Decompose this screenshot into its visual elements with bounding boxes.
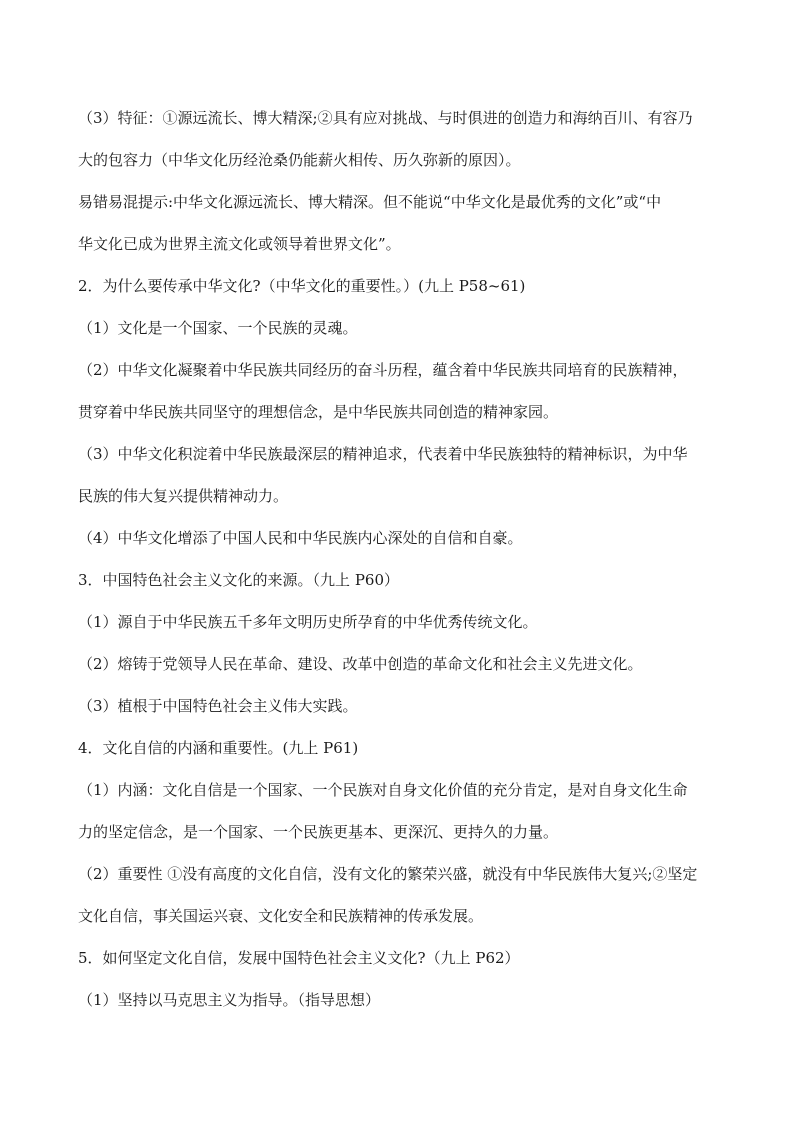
document-body [78, 100, 726, 1024]
paragraph-line: （3）特征：①源远流长、博大精深;②具有应对挑战、与时俱进的创造力和海纳百川、有容乃 [78, 109, 693, 127]
paragraph-line: （4）中华文化增添了中国人民和中华民族内心深处的自信和自豪。 [78, 529, 523, 547]
paragraph-line: 华文化已成为世界主流文化或领导着世界文化”。 [78, 235, 401, 253]
section-heading: 2．为什么要传承中华文化?（中华文化的重要性。）(九上 P58~61) [78, 277, 526, 295]
paragraph-line: 易错易混提示:中华文化源远流长、博大精深。但不能说“中华文化是最优秀的文化”或“中 [78, 193, 662, 211]
paragraph-line: （3）中华文化积淀着中华民族最深层的精神追求，代表着中华民族独特的精神标识，为中华 [78, 445, 688, 463]
section-heading: 5．如何坚定文化自信，发展中国特色社会主义文化?（九上 P62） [78, 949, 520, 967]
paragraph-line: 文化自信，事关国运兴衰、文化安全和民族精神的传承发展。 [78, 907, 484, 925]
paragraph-line: （2）中华文化凝聚着中华民族共同经历的奋斗历程，蕴含着中华民族共同培育的民族精神， [78, 361, 688, 379]
section-heading: 3．中国特色社会主义文化的来源。（九上 P60） [78, 571, 399, 589]
paragraph-line: （3）植根于中国特色社会主义伟大实践。 [78, 697, 358, 715]
paragraph-line: （1）文化是一个国家、一个民族的灵魂。 [78, 319, 358, 337]
paragraph-line: （1）源自于中华民族五千多年文明历史所孕育的中华优秀传统文化。 [78, 613, 538, 631]
paragraph-line: 民族的伟大复兴提供精神动力。 [78, 487, 289, 505]
paragraph-line: （2）熔铸于党领导人民在革命、建设、改革中创造的革命文化和社会主义先进文化。 [78, 655, 643, 673]
paragraph-line: 大的包容力（中华文化历经沧桑仍能薪火相传、历久弥新的原因）。 [78, 151, 521, 169]
paragraph-line: （1）坚持以马克思主义为指导。（指导思想） [78, 991, 381, 1009]
paragraph-line: 力的坚定信念，是一个国家、一个民族更基本、更深沉、更持久的力量。 [78, 823, 559, 841]
paragraph-line: 贯穿着中华民族共同坚守的理想信念，是中华民族共同创造的精神家园。 [78, 403, 559, 421]
section-heading: 4．文化自信的内涵和重要性。(九上 P61) [78, 739, 359, 757]
paragraph-line: （1）内涵：文化自信是一个国家、一个民族对自身文化价值的充分肯定，是对自身文化生命 [78, 781, 688, 799]
paragraph-line: （2）重要性 ①没有高度的文化自信，没有文化的繁荣兴盛，就没有中华民族伟大复兴;②坚定 [78, 865, 698, 883]
